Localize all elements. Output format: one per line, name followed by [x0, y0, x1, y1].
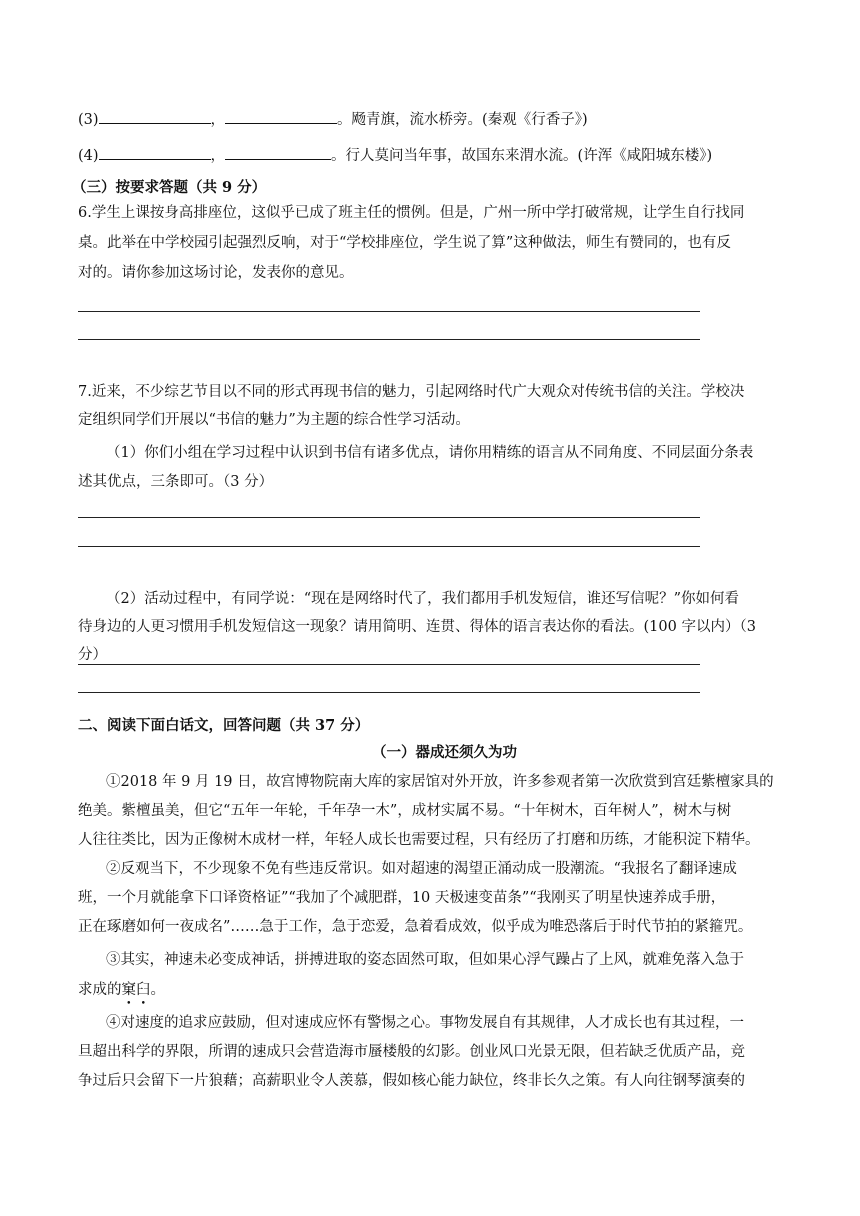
- answer-blank[interactable]: [99, 109, 211, 124]
- article-paragraph-line: 正在琢磨如何一夜成名”……急于工作，急于恋爱，急着看成效，似乎成为唯恐落后于时代节拍的紧箍咒。: [78, 919, 753, 935]
- article-paragraph-line: 旦超出科学的界限，所谓的速成只会营造海市蜃楼般的幻影。创业风口光景无限，但若缺乏优质产品，竞: [78, 1044, 745, 1060]
- fill-in-q3-text: 。飏青旗，流水桥旁。(秦观《行香子》): [337, 112, 588, 128]
- answer-line[interactable]: [78, 692, 700, 693]
- fill-in-comma: ，: [210, 148, 226, 164]
- article-title: （一）器成还须久为功: [372, 744, 517, 761]
- q6-line: 对的。请你参加这场讨论，发表你的意见。: [78, 265, 354, 281]
- fill-in-q3: [78, 109, 588, 130]
- article-paragraph-line: ④对速度的追求应鼓励，但对速成应怀有警惕之心。事物发展自有其规律，人才成长也有其过程，一: [106, 1015, 744, 1031]
- article-paragraph-line: ②反观当下，不少现象不免有些违反常识。如对超速的渴望正涌动成一股潮流。“我报名了翻译速成: [106, 861, 737, 877]
- q7-line: 7.近来，不少综艺节目以不同的形式再现书信的魅力，引起网络时代广大观众对传统书信的关注。学校决: [78, 384, 745, 400]
- article-paragraph-line: ①2018 年 9 月 19 日，故宫博物院南大库的家居馆对外开放，许多参观者第一次欣赏到宫廷紫檀家具的: [106, 774, 774, 790]
- fill-in-q4-number: (4): [78, 148, 99, 164]
- article-paragraph-line: 求成的窠臼。: [78, 982, 165, 998]
- article-paragraph-line: 争过后只会留下一片狼藉；高薪职业令人羡慕，假如核心能力缺位，终非长久之策。有人向往钢琴演奏的: [78, 1073, 745, 1089]
- q6-line: 6.学生上课按身高排座位，这似乎已成了班主任的惯例。但是，广州一所中学打破常规，让学生自行找同: [78, 205, 745, 221]
- fill-in-q3-number: (3): [78, 112, 99, 128]
- emphasis-dotted-char: 臼: [136, 982, 151, 998]
- article-paragraph-line: 班，一个月就能拿下口译资格证”“我加了个减肥群，10 天极速变苗条”“我刚买了明星快速养成手册，: [78, 890, 726, 906]
- section3-heading: （三）按要求答题（共 9 分）: [72, 179, 267, 196]
- q7-sub1-line: 述其优点，三条即可。（3 分）: [78, 474, 274, 490]
- answer-line[interactable]: [78, 517, 700, 518]
- article-paragraph-line: 人往往类比，因为正像树木成材一样，年轻人成长也需要过程，只有经历了打磨和历练，才能积淀下精华。: [78, 832, 760, 848]
- fill-in-q4-text: 。行人莫问当年事，故国东来渭水流。(许浑《咸阳城东楼》): [331, 148, 713, 164]
- q7-sub1-line: （1）你们小组在学习过程中认识到书信有诸多优点，请你用精练的语言从不同角度、不同层面分条表: [106, 445, 754, 461]
- q6-line: 桌。此举在中学校园引起强烈反响，对于“学校排座位，学生说了算”这种做法，师生有赞同的，也有反: [78, 235, 731, 251]
- answer-line[interactable]: [78, 311, 700, 312]
- answer-line[interactable]: [78, 546, 700, 547]
- q7-sub2-line: 分）: [78, 647, 107, 663]
- article-paragraph-line: ③其实，神速未必变成神话，拼搏进取的姿态固然可取，但如果心浮气躁占了上风，就难免落入急于: [106, 952, 744, 968]
- answer-blank[interactable]: [99, 145, 211, 160]
- fill-in-q4: [78, 145, 712, 166]
- fill-in-comma: ，: [210, 112, 226, 128]
- part2-heading: 二、阅读下面白话文，回答问题（共 37 分）: [78, 717, 370, 734]
- answer-line[interactable]: [78, 664, 700, 665]
- q7-sub2-line: （2）活动过程中，有同学说：“现在是网络时代了，我们都用手机发短信，谁还写信呢？”你如何看: [106, 591, 740, 607]
- answer-blank[interactable]: [225, 109, 337, 124]
- answer-line[interactable]: [78, 339, 700, 340]
- q7-sub2-line: 待身边的人更习惯用手机发短信这一现象？请用简明、连贯、得体的语言表达你的看法。(100 字以内）（3: [78, 619, 756, 635]
- q7-line: 定组织同学们开展以“书信的魅力”为主题的综合性学习活动。: [78, 412, 470, 428]
- article-paragraph-line: 绝美。紫檀虽美，但它“五年一年轮，千年孕一木”，成材实属不易。“十年树木，百年树人”，树木与树: [78, 803, 732, 819]
- answer-blank[interactable]: [225, 145, 331, 160]
- emphasis-dotted-char: 窠: [121, 982, 136, 998]
